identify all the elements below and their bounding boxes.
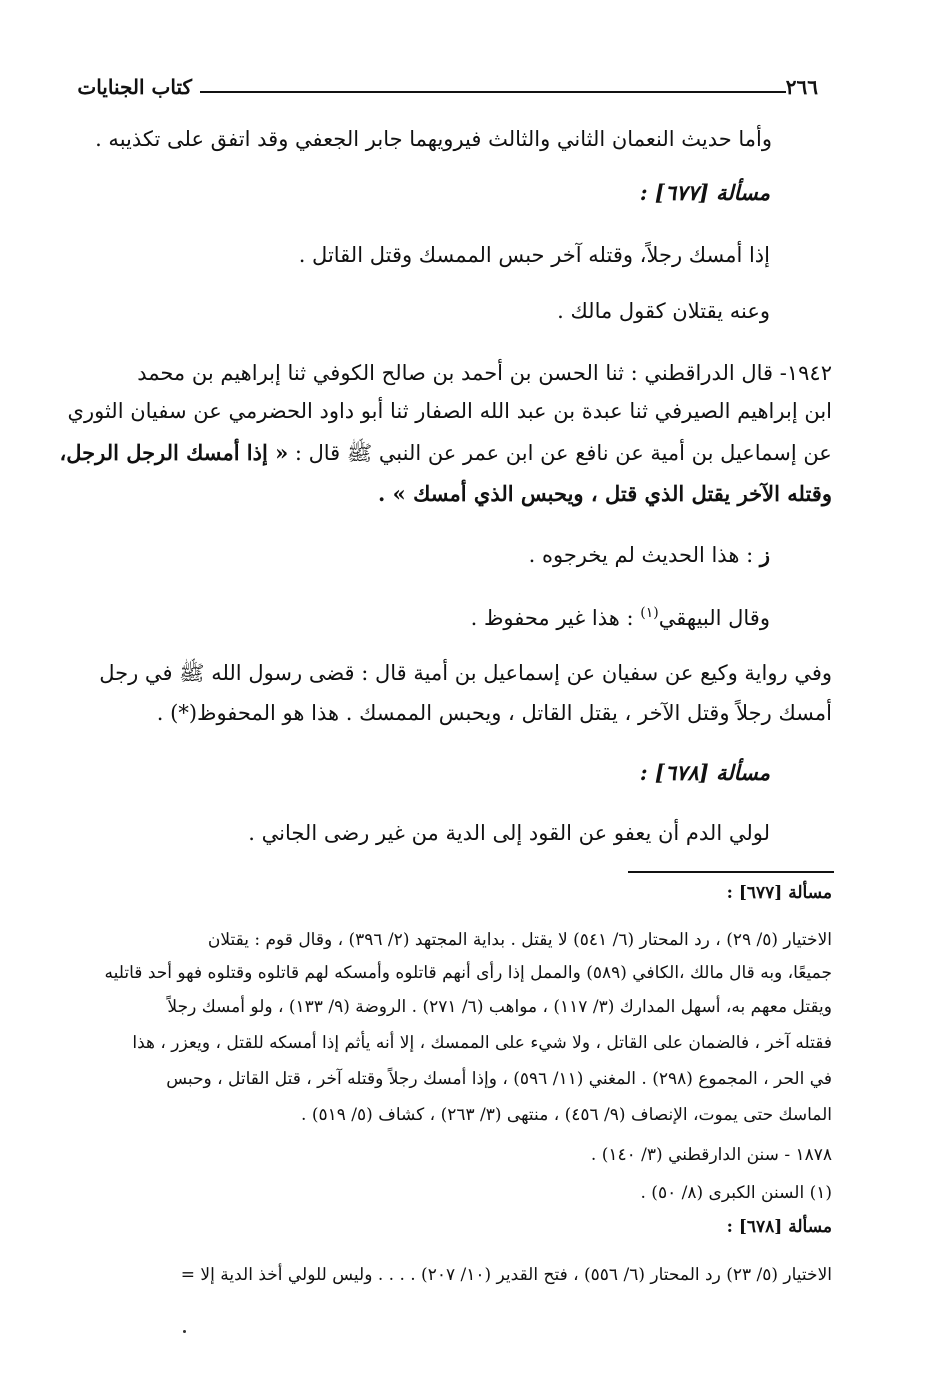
footnote-ref: (١): [640, 605, 659, 621]
footnote-line: الاختيار (٥/ ٢٣) رد المحتار (٦/ ٥٥٦) ، فتح القدير (١٠/ ٢٠٧) . . . . وليس للولي أخذ الدية إلا =: [180, 1265, 832, 1285]
footnote-heading: مسألة [٦٧٨] :: [726, 1217, 832, 1237]
running-title: كتاب الجنايات: [77, 75, 192, 99]
issue-heading: مسألة [٦٧٧] :: [639, 180, 770, 205]
hadith-line: ابن إبراهيم الصيرفي ثنا عبدة بن عبد الله الصفار ثنا أبو داود الحضرمي عن سفيان الثوري: [67, 399, 832, 423]
footnote-heading: مسألة [٦٧٧] :: [726, 883, 832, 903]
footnote-rule: [628, 871, 834, 873]
footnote-line: (١) السنن الكبرى (٨/ ٥٠) .: [640, 1183, 832, 1203]
text-line: وعنه يقتلان كقول مالك .: [557, 299, 770, 323]
footnote-line: ويقتل معهم به، أسهل المدارك (٣/ ١١٧) ، مواهب (٦/ ٢٧١) . الروضة (٩/ ١٣٣) ، ولو أمسك رجلاً: [167, 997, 832, 1017]
hadith-quote: « إذا أمسك الرجل الرجل،: [59, 440, 289, 465]
hadith-line: ١٩٤٢- قال الدراقطني : ثنا الحسن بن أحمد بن صالح الكوفي ثنا إبراهيم بن محمد: [137, 361, 832, 385]
footnote-line: الماسك حتى يموت، الإنصاف (٩/ ٤٥٦) ، منتهى (٣/ ٢٦٣) ، كشاف (٥/ ٥١٩) .: [301, 1105, 832, 1125]
hadith-line: [60, 438, 832, 468]
text-line: إذا أمسك رجلاً، وقتله آخر حبس الممسك وقتل القاتل .: [298, 243, 770, 267]
footnote-line: فقتله آخر ، فالضمان على القاتل ، ولا شيء على الممسك ، إلا أنه يأثم إذا أمسكه للقتل ، ويعزر ، هذا: [132, 1033, 832, 1053]
text-line: وأما حديث النعمان الثاني والثالث فيرويهما جابر الجعفي وقد اتفق على تكذيبه .: [95, 127, 772, 151]
footnote-line: جميعًا، وبه قال مالك ،الكافي (٥٨٩) والممل إذا رأى أنهم قاتلوه وأمسكه لهم قاتلوه وقتلوه فهو أحد قاتليه: [104, 963, 832, 983]
text-line: أمسك رجلاً وقتل الآخر ، يقتل القاتل ، ويحبس الممسك . هذا هو المحفوظ(*) .: [156, 701, 832, 725]
hadith-chain: عن إسماعيل بن أمية عن نافع عن ابن عمر عن النبي ﷺ قال :: [288, 441, 832, 465]
scan-speck: [183, 1330, 186, 1333]
text-line: لولي الدم أن يعفو عن القود إلى الدية من غير رضى الجاني .: [248, 821, 770, 845]
comment-line: [529, 540, 770, 570]
footnote-line: الاختيار (٥/ ٢٩) ، رد المحتار (٦/ ٥٤١) لا يقتل . بداية المجتهد (٢/ ٣٩٦) ، وقال قوم : يقتلان: [207, 930, 832, 950]
footnote-line: ١٨٧٨ - سنن الدارقطني (٣/ ١٤٠) .: [590, 1145, 832, 1165]
hadith-quote-line: وقتله الآخر يقتل الذي قتل ، ويحبس الذي أمسك » .: [378, 481, 832, 506]
header-rule: [200, 91, 786, 93]
page-number: ٢٦٦: [785, 75, 818, 99]
footnote-line: في الحر ، المجموع (٢٩٨) . المغني (١١/ ٥٩٦) ، وإذا أمسك رجلاً وقتله آخر ، قتل القاتل ، وحبس: [166, 1069, 832, 1089]
comment-line: وقال البيهقي$^{(١)}$ : هذا غير محفوظ .: [470, 605, 770, 630]
issue-heading: مسألة [٦٧٨] :: [639, 760, 770, 785]
text-line: وفي رواية وكيع عن سفيان عن إسماعيل بن أمية قال : قضى رسول الله ﷺ في رجل: [99, 661, 832, 685]
zay-marker: ز: [759, 542, 770, 567]
comment-text: : هذا الحديث لم يخرجوه .: [528, 543, 754, 567]
